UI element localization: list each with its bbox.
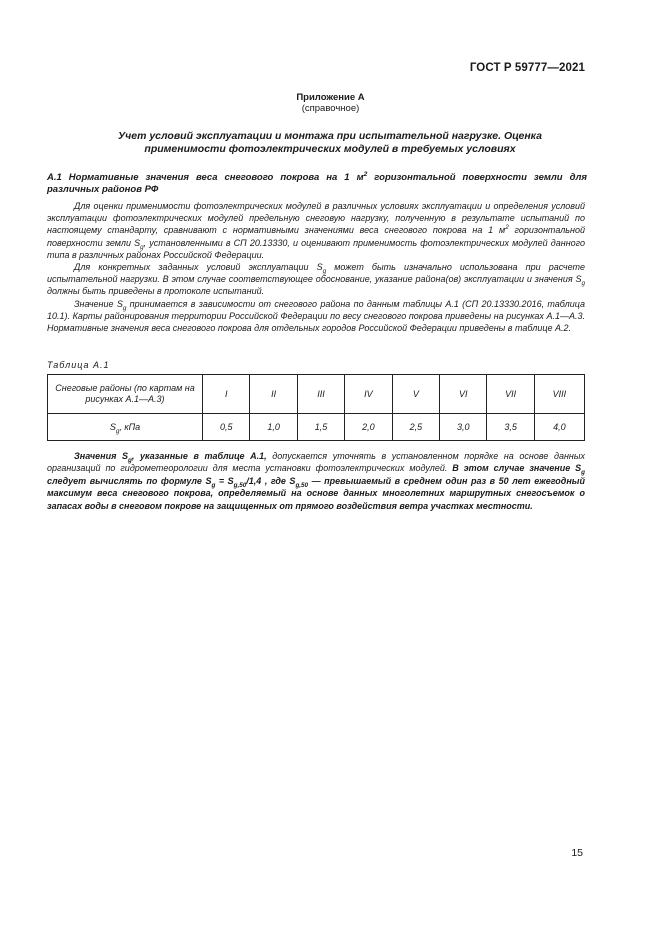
paragraph-1-text-b: горизонтальной поверхности земли S [47, 225, 585, 248]
paragraph-3 [47, 298, 585, 335]
section-heading-part-2: горизонтальной поверхности земли для различных районов РФ [47, 172, 587, 195]
table-row-districts [48, 375, 585, 414]
appendix-subtitle: (справочное) [301, 103, 360, 114]
table-header-label: Снеговые районы (по картам на рисунках А.1—А.3) [48, 375, 203, 414]
paragraph-3-text-b: принимается в зависимости от снегового района по данным таблицы А.1 (СП 20.13330.2016, таблица 10.1). Карты районирования территории Российской Федерации по весу снегового покрова приведены на рисунках А.1—А.3. Нормативные значения веса снегового покрова для отдельных городов Российской Федерации приведены в таблице А.2. [47, 298, 586, 334]
paragraph-2-text-b: может быть изначально использована при расчете испытательной нагрузки. В этом случае соответствующее обоснование, указание района(ов) эксплуатации и значения S [47, 262, 585, 285]
appendix-title: Приложение А [296, 92, 365, 103]
table-note [47, 450, 585, 512]
value-cell: 1,5 [297, 414, 344, 441]
standard-designation: ГОСТ Р 59777—2021 [469, 62, 585, 74]
district-cell: VIII [534, 375, 584, 414]
document-title-line-1: Учет условий эксплуатации и монтажа при испытательной нагрузке. Оценка [118, 130, 542, 142]
paragraph-2 [47, 261, 585, 298]
section-heading [47, 172, 587, 195]
note-paragraph [47, 450, 585, 512]
district-cell: III [297, 375, 344, 414]
district-cell: I [203, 375, 250, 414]
paragraph-3-sub: g [122, 304, 127, 312]
value-cell: 1,0 [250, 414, 297, 441]
district-cell: VI [440, 375, 487, 414]
note-sub-6: g,50 [295, 481, 309, 489]
note-sub-5: g,50 [233, 481, 247, 489]
section-heading-sup: 2 [363, 170, 368, 178]
body-text [47, 200, 585, 334]
value-label-sub: g [115, 427, 120, 435]
paragraph-3-text-a: Значение S [74, 298, 123, 309]
value-row-label [48, 414, 203, 441]
district-cell: VII [487, 375, 534, 414]
paragraph-1-sub: g [140, 243, 144, 251]
paragraph-1-text-c: , установленными в СП 20.13330, и оценивают применимость фотоэлектрических модулей данного типа в различных районах Российской Федерации. [47, 237, 585, 260]
paragraph-1-sup: 2 [505, 224, 509, 232]
snow-load-table [47, 374, 585, 441]
district-cell: V [392, 375, 439, 414]
table-row-values [48, 414, 585, 441]
note-sub-1: g [128, 456, 132, 464]
district-cell: II [250, 375, 297, 414]
note-bold-7: — превышаемый в среднем один раз в 50 лет ежегодный максимум веса снегового покрова, определяемый на основе данных многолетних маршрутных снегосъемок о запасах воды в снеговом покрове на защищенных от прямого воздействия ветра участках местности. [47, 475, 585, 511]
district-cell: IV [345, 375, 392, 414]
value-cell: 2,0 [345, 414, 392, 441]
appendix-heading [0, 92, 661, 114]
note-bold-4: следует вычислять по формуле S [47, 475, 212, 486]
note-bold-2: , указанные в таблице А.1, [131, 451, 267, 461]
note-bold-5: = S [215, 475, 234, 486]
paragraph-1 [47, 200, 585, 261]
note-sub-4: g [211, 481, 216, 489]
table-caption: Таблица А.1 [47, 360, 110, 370]
document-title [80, 130, 580, 156]
note-bold-1: Значения S [74, 451, 128, 461]
value-cell: 0,5 [203, 414, 250, 441]
note-bold-3: В этом случае значение S [447, 463, 582, 474]
paragraph-2-text-c: должны быть приведены в протоколе испытаний. [47, 286, 265, 297]
value-cell: 2,5 [392, 414, 439, 441]
value-cell: 3,0 [440, 414, 487, 441]
value-cell: 3,5 [487, 414, 534, 441]
note-sub-3: g [581, 469, 585, 477]
note-bold-6: /1,4 , где S [246, 475, 296, 486]
value-label-tail: , кПа [119, 421, 141, 432]
paragraph-2-sub-2: g [581, 280, 585, 288]
note-text-1: допускается уточнять в установленном порядке на основе данных организаций по гидрометеорологии для места установки фотоэлектрических модулей. [47, 451, 585, 474]
paragraph-1-text-a: Для оценки применимости фотоэлектрических модулей в различных условиях эксплуатации и определения условий эксплуатации фотоэлектрических модулей предельную снеговую нагрузку, полученную в результате испытаний по настоящему стандарту, сравнивают с нормативными значениями веса снегового покрова на 1 м [47, 201, 585, 236]
section-heading-part-1: А.1 Нормативные значения веса снегового покрова на 1 м [47, 172, 364, 183]
document-title-line-2: применимости фотоэлектрических модулей в требуемых условиях [144, 143, 516, 155]
page-number: 15 [571, 847, 583, 859]
paragraph-2-text-a: Для конкретных заданных условий эксплуатации S [74, 262, 323, 273]
value-cell: 4,0 [534, 414, 584, 441]
paragraph-2-sub: g [322, 267, 327, 275]
value-label-main: S [109, 421, 116, 432]
